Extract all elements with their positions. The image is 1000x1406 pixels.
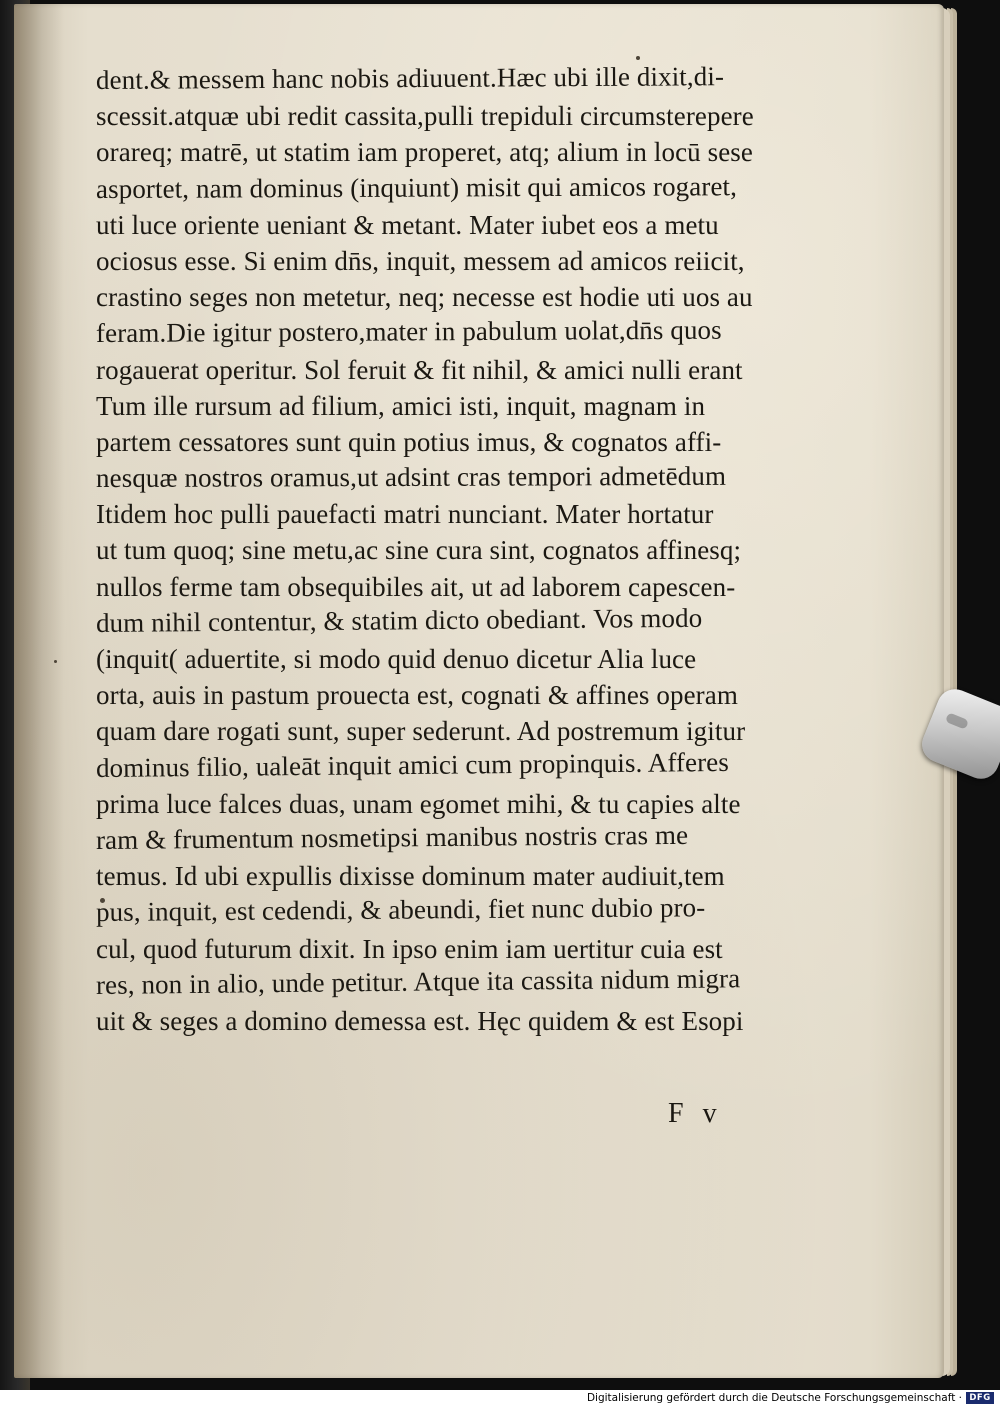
text-line: crastino seges non metetur, neq; necesse est hodie uti uos au: [96, 282, 753, 313]
text-line: feram.Die igitur postero,mater in pabulum uolat,dn̄s quos: [95, 315, 722, 349]
text-line: orareq; matrē, ut statim iam properet, atq; alium in locū sese: [96, 137, 753, 168]
text-line: quam dare rogati sunt, super sederunt. Ad postremum igitur: [96, 716, 746, 747]
text-line: dominus filio, ualeāt inquit amici cum propinquis. Afferes: [95, 746, 730, 783]
text-line: scessit.atquæ ubi redit cassita,pulli trepiduli circumsterepere: [96, 101, 754, 132]
text-line: orta, auis in pastum prouecta est, cognati & affines operam: [96, 680, 738, 711]
page-gutter-shadow: [14, 4, 64, 1378]
text-line: nullos ferme tam obsequibiles ait, ut ad laborem capescen‑: [96, 571, 736, 602]
ink-speck: [54, 660, 57, 663]
text-line: rogauerat operitur. Sol feruit & fit nihil, & amici nulli erant: [96, 354, 743, 385]
footer-credit: Digitalisierung gefördert durch die Deutsche Forschungsgemeinschaft ·: [586, 1392, 962, 1404]
text-line: uti luce oriente ueniant & metant. Mater iubet eos a metu: [96, 209, 719, 240]
text-line: nesquæ nostros oramus,ut adsint cras tempori admetēdum: [95, 460, 727, 494]
text-line: prima luce falces duas, unam egomet mihi, & tu capies alte: [96, 788, 741, 819]
dfg-logo: DFG: [966, 1392, 994, 1404]
text-line: dum nihil contentur, & statim dicto obediant. Vos modo: [95, 602, 703, 638]
text-line: (inquit( aduertite, si modo quid denuo dicetur Alia luce: [96, 644, 697, 674]
text-line: uit & seges a domino demessa est. Hęc quidem & est Esopi: [96, 1005, 744, 1036]
page-text: [96, 62, 804, 1039]
text-line: temus. Id ubi expullis dixisse dominum mater audiuit,tem: [96, 861, 725, 892]
text-line: cul, quod futurum dixit. In ipso enim iam uertitur cuia est: [96, 933, 723, 964]
signature-mark: F v: [668, 1098, 723, 1129]
text-line: asportet, nam dominus (inquiunt) misit qui amicos rogaret,: [95, 170, 738, 204]
text-line: res, non in alio, unde petitur. Atque ita cassita nidum migra: [95, 962, 741, 1000]
text-line: Itidem hoc pulli pauefacti matri nunciant. Mater hortatur: [96, 499, 714, 530]
text-line: pus, inquit, est cedendi, & abeundi, fiet nunc dubio pro‑: [95, 892, 706, 928]
text-line: dent.& messem hanc nobis adiuuent.Hæc ubi ille dixit,di‑: [95, 61, 725, 95]
text-line: ut tum quoq; sine metu,ac sine cura sint, cognatos affinesq;: [96, 535, 742, 566]
text-line: partem cessatores sunt quin potius imus, & cognatos affi‑: [96, 426, 722, 457]
text-line: ram & frumentum nosmetipsi manibus nostris cras me: [95, 819, 689, 855]
text-line: ociosus esse. Si enim dn̄s, inquit, messem ad amicos reiicit,: [96, 245, 745, 276]
text-line: Tum ille rursum ad filium, amici isti, inquit, magnam in: [96, 390, 706, 421]
